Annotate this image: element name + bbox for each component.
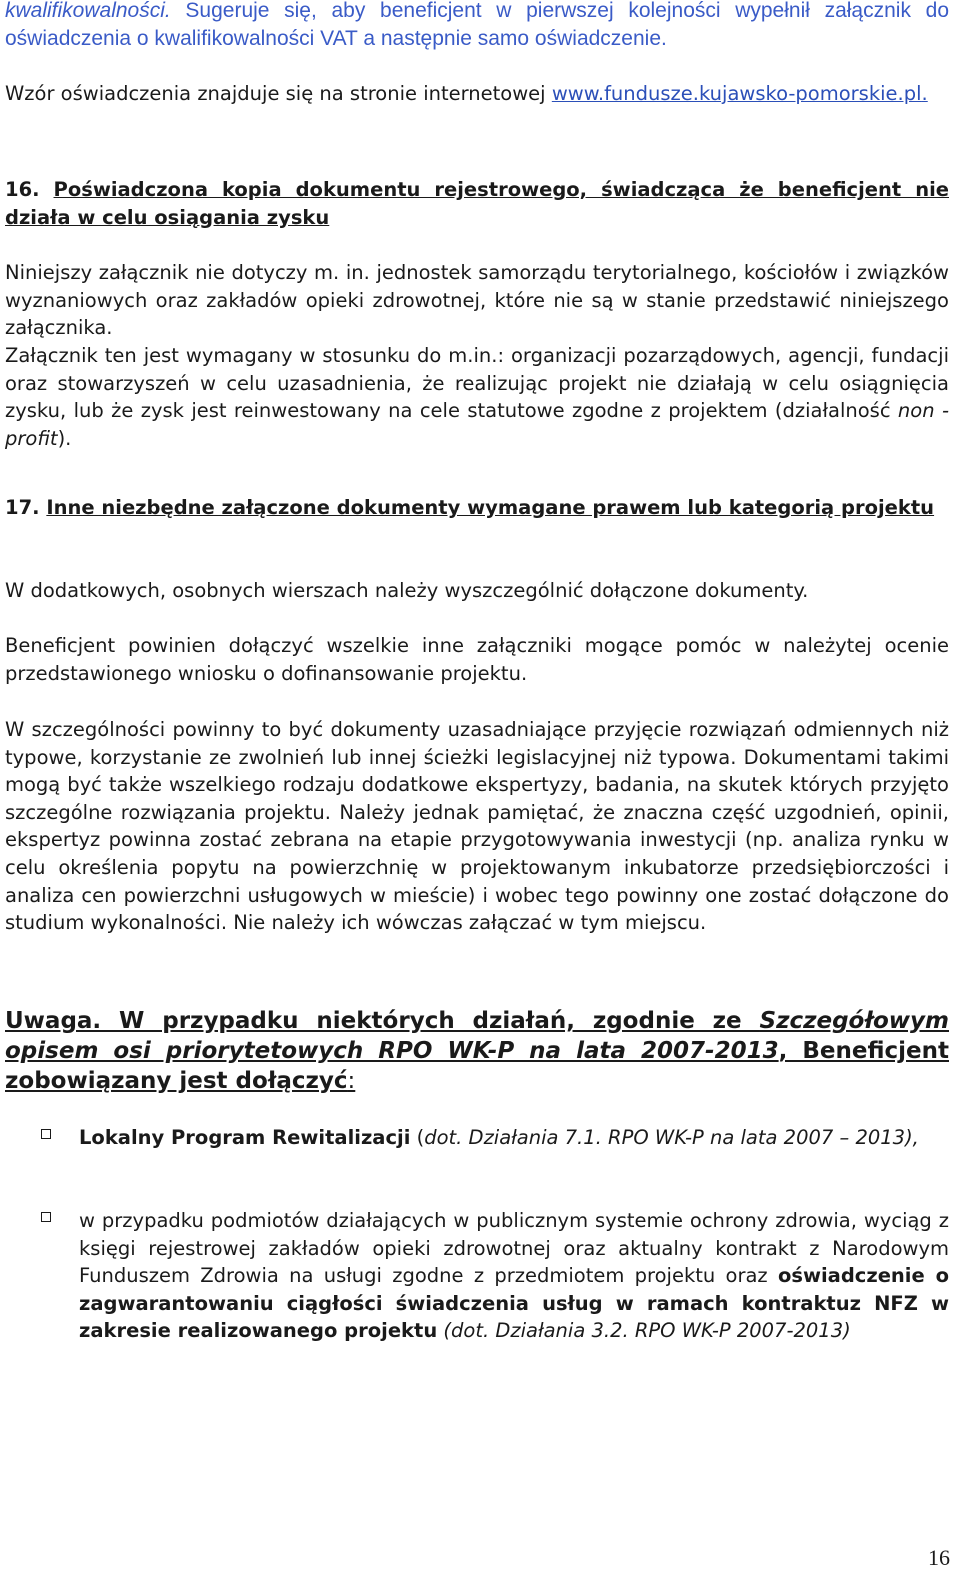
page-number: 16 [928,1545,950,1570]
section-16-number: 16. [5,178,40,201]
list-item [5,1124,949,1152]
uwaga-italic: Szczegółowym opisem osi priorytetowych RPO WK-P na lata 2007-2013 [5,1008,949,1064]
uwaga-part1: Uwaga. W przypadku niektórych działań, zgodnie ze [5,1008,760,1034]
section-16-p2-end: ). [57,426,72,450]
section-17-p3: W szczególności powinny to być dokumenty uzasadniające przyjęcie rozwiązań odmiennych niż typowe, korzystanie ze zwolnień lub innej ścieżki legislacyjnej niż typowa. Dokumentami takimi mogą być także wszelkiego rodzaju dodatkowe ekspertyzy, badania, na skutek których przyjęto szczególne rozwiązania projektu. Należy jednak pamiętać, że znaczna część uzgodnień, opinii, ekspertyz powinna zostać zebrana na etapie przygotowywania inwestycji (np. analiza rynku w celu określenia popytu na powierzchnię w projektowanym inkubatorze przedsiębiorczości i analiza cen powierzchni usługowych w mieście) i wobec tego powinny one zostać dołączone do studium wykonalności. Nie należy ich wówczas załączać w tym miejscu. [5,718,949,935]
section-16-heading [5,176,949,231]
bullet-2-text [79,1207,949,1345]
bullet-2-bold: oświadczenie o zagwarantowaniu ciągłości świadczenia usług w ramach kontraktuz NFZ w zakresie realizowanego projektu [79,1264,949,1343]
uwaga-part3: , Beneficjent zobowiązany jest dołączyć [5,1038,949,1094]
checkbox-bullet-icon [41,1129,51,1139]
section-17-heading [5,494,949,522]
section-16-p2-text: Załącznik ten jest wymagany w stosunku do m.in.: organizacji pozarządowych, agencji, fundacji oraz stowarzyszeń w celu uzasadnienia, że realizując projekt nie działają w celu osiągnięcia zysku, lub że zysk jest reinwestowany na cele statutowe zgodne z projektem (działalność [5,344,949,423]
bullet-1-text [79,1124,949,1152]
list-item [5,1207,949,1345]
section-17-p1: W dodatkowych, osobnych wierszach należy wyszczególnić dołączone dokumenty. [5,579,809,602]
non-profit-italic: non - profit [5,399,949,450]
website-link[interactable]: www.fundusze.kujawsko-pomorskie.pl [551,82,922,105]
intro-text: Sugeruje się, aby beneficjent w pierwszej kolejności wypełnił załącznik do oświadczenia o kwalifikowalności VAT a następnie samo oświadczenie. [5,0,949,50]
wzor-end: . [921,82,928,105]
wzor-paragraph [5,80,949,108]
bullet-1-paren: ( [410,1126,425,1149]
uwaga-note [5,1006,949,1096]
bullet-1-bold: Lokalny Program Rewitalizacji [79,1126,411,1149]
section-17-title: Inne niezbędne załączone dokumenty wymagane prawem lub kategorią projektu [46,496,935,519]
section-16-title: Poświadczona kopia dokumentu rejestrowego, świadcząca że beneficjent nie działa w celu osiągania zysku [5,178,949,229]
bullet-1-italic: dot. Działania 7.1. RPO WK-P na lata 2007 – 2013), [424,1126,919,1149]
section-16-p1: Niniejszy załącznik nie dotyczy m. in. jednostek samorządu terytorialnego, kościołów i związków wyznaniowych oraz zakładów opieki zdrowotnej, które nie są w stanie przedstawić niniejszego załącznika. [5,261,949,340]
intro-italic: kwalifikowalności. [5,0,171,22]
section-16-p2 [5,342,949,452]
section-17-number: 17. [5,496,40,519]
checkbox-bullet-icon [41,1212,51,1222]
bullet-2-start: w przypadku podmiotów działających w publicznym systemie ochrony zdrowia, wyciąg z księgi rejestrowej zakładów opieki zdrowotnej oraz aktualny kontrakt z Narodowym Funduszem Zdrowia na usługi zgodne z przedmiotem projektu oraz [79,1209,949,1288]
wzor-text: Wzór oświadczenia znajduje się na stronie internetowej [5,82,546,105]
section-17-p2: Beneficjent powinien dołączyć wszelkie inne załączniki mogące pomóc w należytej ocenie przedstawionego wniosku o dofinansowanie projektu. [5,634,949,685]
bullet-2-italic: (dot. Działania 3.2. RPO WK-P 2007-2013) [437,1319,851,1343]
uwaga-colon: : [347,1068,356,1094]
intro-paragraph [5,0,949,52]
